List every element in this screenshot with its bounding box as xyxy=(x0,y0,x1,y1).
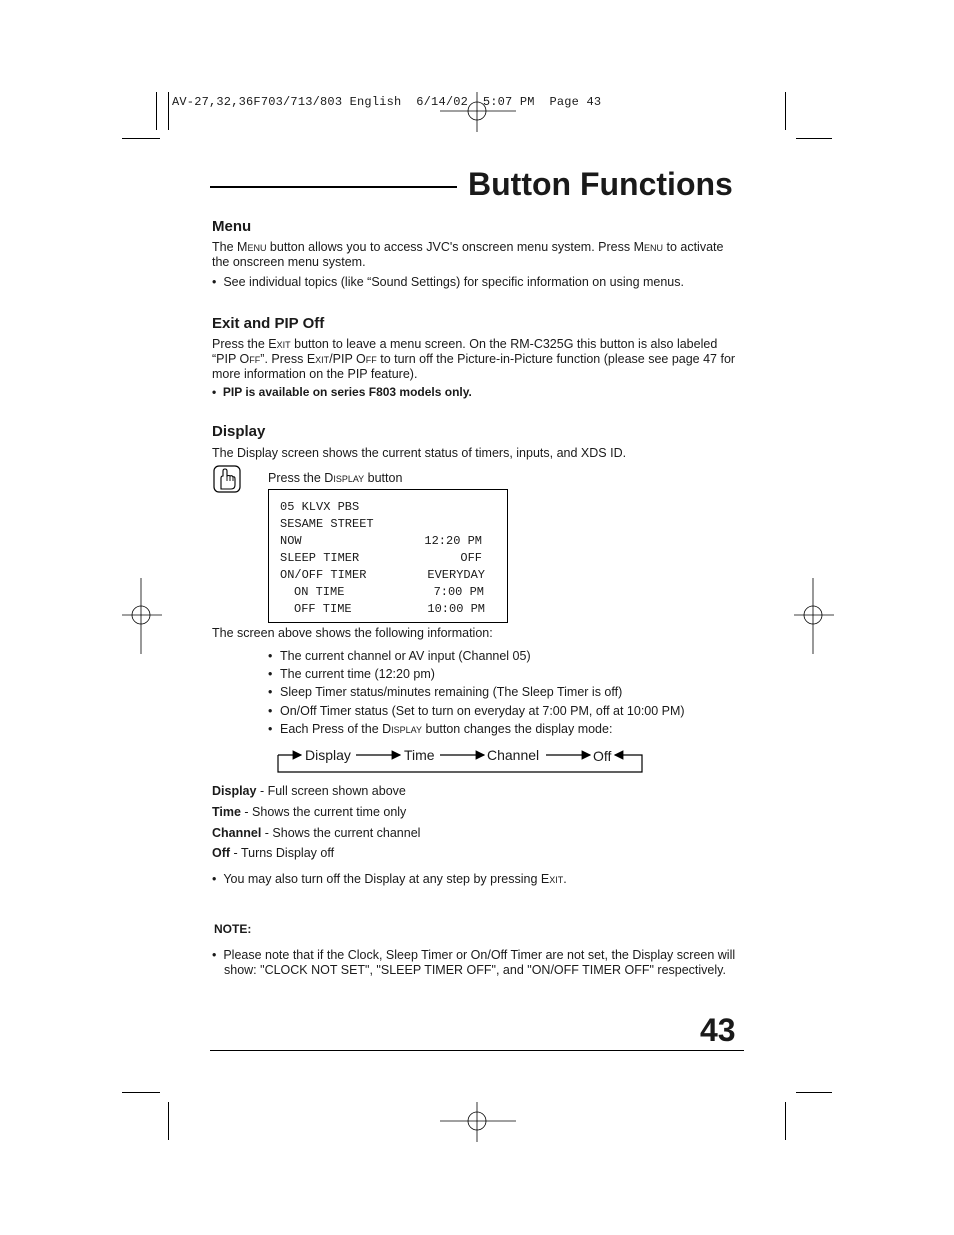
term: Display xyxy=(212,784,257,798)
header-slug: AV-27,32,36F703/713/803 English 6/14/02 5:07 PM Page 43 xyxy=(172,95,602,109)
text: ”. Press E xyxy=(260,352,316,366)
display-shows-text: The screen above shows the following information: xyxy=(212,626,493,640)
registration-mark-icon xyxy=(122,578,162,654)
exit-bullet xyxy=(212,385,472,400)
text: xit xyxy=(315,352,330,366)
def-time xyxy=(212,805,406,820)
text: The M xyxy=(212,240,248,254)
text: enu xyxy=(644,240,664,254)
note-heading: NOTE: xyxy=(214,922,252,936)
crop-mark xyxy=(168,1102,169,1140)
text: See individual topics (like “Sound Settings) for specific information on using menus. xyxy=(223,275,684,289)
osd-onoff-value: EVERYDAY xyxy=(427,568,485,582)
list-item xyxy=(268,720,685,738)
text: Press the D xyxy=(268,471,334,485)
display-heading: Display xyxy=(212,423,266,440)
menu-heading: Menu xyxy=(212,218,252,235)
text: “PIP O xyxy=(212,352,250,366)
list-item: • Sleep Timer status/minutes remaining (The Sleep Timer is off) xyxy=(268,683,685,701)
osd-on-time-value: 7:00 PM xyxy=(433,585,484,599)
bullet: • xyxy=(212,872,224,886)
mode-channel: Channel xyxy=(487,747,540,763)
press-display-instruction xyxy=(268,471,402,486)
desc: - Shows the current time only xyxy=(240,805,407,819)
display-screen-example xyxy=(268,489,508,623)
mode-time: Time xyxy=(404,747,435,763)
osd-sleep-value: OFF xyxy=(460,551,482,565)
term: Time xyxy=(212,805,241,819)
registration-mark-icon xyxy=(794,578,834,654)
osd-channel-line: 05 KLVX PBS xyxy=(280,500,360,514)
osd-program-line: SESAME STREET xyxy=(280,517,374,531)
exit-display-note xyxy=(212,872,567,887)
page-title: Button Functions xyxy=(468,166,733,202)
crop-mark xyxy=(785,92,786,130)
text: to activate xyxy=(663,240,724,254)
menu-paragraph xyxy=(212,240,723,270)
text: more information on the PIP feature). xyxy=(212,367,418,381)
term: Channel xyxy=(212,826,262,840)
bullet: • xyxy=(212,948,224,962)
osd-on-time-label: ON TIME xyxy=(294,585,345,599)
text: to turn off the Picture-in-Picture function (please see page 47 for xyxy=(376,352,736,366)
title-rule xyxy=(210,186,457,188)
text: the onscreen menu system. xyxy=(212,255,366,269)
text: /PIP O xyxy=(329,352,366,366)
text: button allows you to access JVC's onscreen menu system. Press M xyxy=(266,240,644,254)
osd-off-time-value: 10:00 PM xyxy=(427,602,485,616)
osd-off-time-label: OFF TIME xyxy=(294,602,352,616)
desc: - Full screen shown above xyxy=(256,784,406,798)
text: ff xyxy=(365,352,377,366)
text: Each Press of the D xyxy=(280,721,392,736)
exit-paragraph xyxy=(212,337,735,382)
crop-mark xyxy=(122,1092,160,1093)
text: button changes the display mode: xyxy=(422,721,613,736)
def-channel xyxy=(212,826,420,841)
exit-heading: Exit and PIP Off xyxy=(212,315,325,332)
text: xit xyxy=(276,337,291,351)
text: . xyxy=(563,872,567,886)
def-display xyxy=(212,784,406,799)
osd-now-value: 12:20 PM xyxy=(424,534,482,548)
text: button xyxy=(364,471,403,485)
crop-mark xyxy=(785,1102,786,1140)
text: show: "CLOCK NOT SET", "SLEEP TIMER OFF", and "ON/OFF TIMER OFF" respectively. xyxy=(224,963,726,977)
text: isplay xyxy=(391,721,423,736)
crop-mark xyxy=(168,92,169,130)
text: Please note that if the Clock, Sleep Timer or On/Off Timer are not set, the Display screen will xyxy=(223,948,736,962)
text: enu xyxy=(247,240,267,254)
crop-mark xyxy=(122,138,160,139)
list-item: • On/Off Timer status (Set to turn on everyday at 7:00 PM, off at 10:00 PM) xyxy=(268,702,685,720)
mode-display: Display xyxy=(305,747,351,763)
note-bullet xyxy=(212,948,735,978)
text: button to leave a menu screen. On the RM-C325G this button is also labeled xyxy=(290,337,718,351)
list-item: • The current channel or AV input (Channel 05) xyxy=(268,647,685,665)
osd-onoff-label: ON/OFF TIMER xyxy=(280,568,367,582)
hand-press-icon xyxy=(213,465,241,493)
desc: - Shows the current channel xyxy=(261,826,421,840)
text: isplay xyxy=(333,471,365,485)
crop-mark xyxy=(796,1092,832,1093)
bottom-rule xyxy=(210,1050,744,1051)
osd-now-label: NOW xyxy=(280,534,302,548)
bullet: • xyxy=(212,385,223,399)
display-info-list xyxy=(268,647,685,738)
display-intro: The Display screen shows the current status of timers, inputs, and XDS ID. xyxy=(212,446,627,460)
text: Press the E xyxy=(212,337,277,351)
crop-mark xyxy=(156,92,157,130)
desc: - Turns Display off xyxy=(230,846,335,860)
text: xit xyxy=(549,872,564,886)
crop-mark xyxy=(796,138,832,139)
text: You may also turn off the Display at any step by pressing E xyxy=(223,872,550,886)
def-off xyxy=(212,846,334,861)
text: ff xyxy=(249,352,261,366)
bullet: • xyxy=(212,275,224,289)
page-number: 43 xyxy=(700,1012,736,1048)
registration-mark-icon xyxy=(440,1102,516,1142)
term: Off xyxy=(212,846,231,860)
mode-off: Off xyxy=(593,748,612,764)
osd-sleep-label: SLEEP TIMER xyxy=(280,551,360,565)
text: PIP is available on series F803 models only. xyxy=(222,385,472,399)
list-item: • The current time (12:20 pm) xyxy=(268,665,685,683)
menu-bullet xyxy=(212,275,684,290)
